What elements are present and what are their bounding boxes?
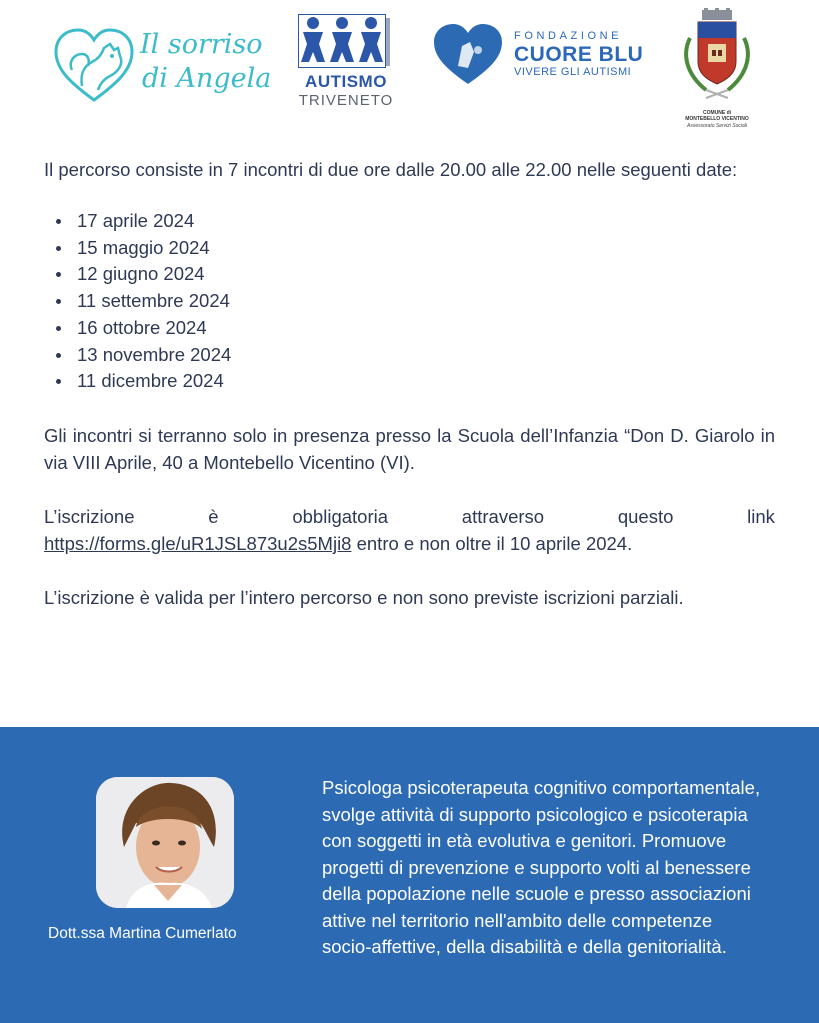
puzzle-people-icon xyxy=(298,14,386,68)
dates-list xyxy=(44,208,775,395)
intro-paragraph: Il percorso consiste in 7 incontri di due ore dalle 20.00 alle 22.00 nelle seguenti date: xyxy=(44,159,738,180)
speaker-bio-section xyxy=(0,727,819,1023)
bullet-icon xyxy=(56,272,61,277)
speaker-description: Psicologa psicoterapeuta cognitivo comportamentale, svolge attività di supporto psicologico e psicoterapia con soggetti in età evolutiva e genitori. Promuove progetti di prevenzione e supporto volti al benessere della popolazione nelle scuole e presso associazioni attive nel territorio nell'ambito delle competenze socio-affettive, della disabilità e della genitorialità. xyxy=(322,777,761,957)
main-content xyxy=(44,156,775,611)
bullet-icon xyxy=(56,326,61,331)
heart-dog-icon xyxy=(52,26,136,104)
angela-line2: di Angela xyxy=(142,63,272,94)
coat-of-arms-icon xyxy=(676,8,758,108)
logo-il-sorriso-di-angela xyxy=(52,22,272,108)
list-item: 11 dicembre 2024 xyxy=(44,368,775,395)
bullet-icon xyxy=(56,353,61,358)
bullet-icon xyxy=(56,246,61,251)
list-item: 17 aprile 2024 xyxy=(44,208,775,235)
list-item: 12 giugno 2024 xyxy=(44,261,775,288)
comune-line3: Assessorato Servizi Sociali xyxy=(686,123,748,129)
list-item: 11 settembre 2024 xyxy=(44,288,775,315)
registration-word: questo xyxy=(617,505,674,527)
validity-paragraph: L’iscrizione è valida per l’intero percorso e non sono previste iscrizioni parziali. xyxy=(44,586,684,608)
cuore-line3: VIVERE GLI AUTISMI xyxy=(514,66,632,78)
vertical-text-mark xyxy=(382,16,394,68)
autismo-title: AUTISMO xyxy=(305,72,387,91)
registration-paragraph xyxy=(44,503,775,557)
speaker-name: Dott.ssa Martina Cumerlato xyxy=(48,925,237,942)
registration-word: è xyxy=(208,505,219,527)
list-item: 16 ottobre 2024 xyxy=(44,315,775,342)
registration-word: attraverso xyxy=(461,505,545,527)
partner-logos xyxy=(0,0,819,140)
portrait-image xyxy=(96,777,234,908)
bullet-icon xyxy=(56,219,61,224)
autismo-subtitle: TRIVENETO xyxy=(298,92,394,109)
registration-word: L’iscrizione xyxy=(44,505,135,527)
bullet-icon xyxy=(56,299,61,304)
registration-deadline: entro e non oltre il 10 aprile 2024. xyxy=(351,532,633,554)
comune-line2: MONTEBELLO VICENTINO xyxy=(685,116,749,122)
venue-paragraph: Gli incontri si terranno solo in presenza presso la Scuola dell’Infanzia “Don D. Giarolo in via VIII Aprile, 40 a Montebello Vicentino (VI). xyxy=(44,424,775,473)
logo-fondazione-cuore-blu xyxy=(432,22,647,92)
registration-word: link xyxy=(747,505,775,527)
cuore-line1: FONDAZIONE xyxy=(514,30,623,42)
comune-line1: COMUNE di xyxy=(702,110,732,116)
bullet-icon xyxy=(56,379,61,384)
angela-line1: Il sorriso xyxy=(140,29,263,60)
blue-heart-icon xyxy=(432,22,504,86)
list-item: 15 maggio 2024 xyxy=(44,235,775,262)
logo-autismo-triveneto xyxy=(296,12,400,112)
speaker-photo xyxy=(96,777,234,908)
cuore-line2: CUORE BLU xyxy=(514,43,644,66)
list-item: 13 novembre 2024 xyxy=(44,342,775,369)
registration-word: obbligatoria xyxy=(292,505,389,527)
registration-form-link[interactable]: https://forms.gle/uR1JSL873u2s5Mji8 xyxy=(44,532,352,554)
logo-comune-montebello xyxy=(672,8,762,133)
